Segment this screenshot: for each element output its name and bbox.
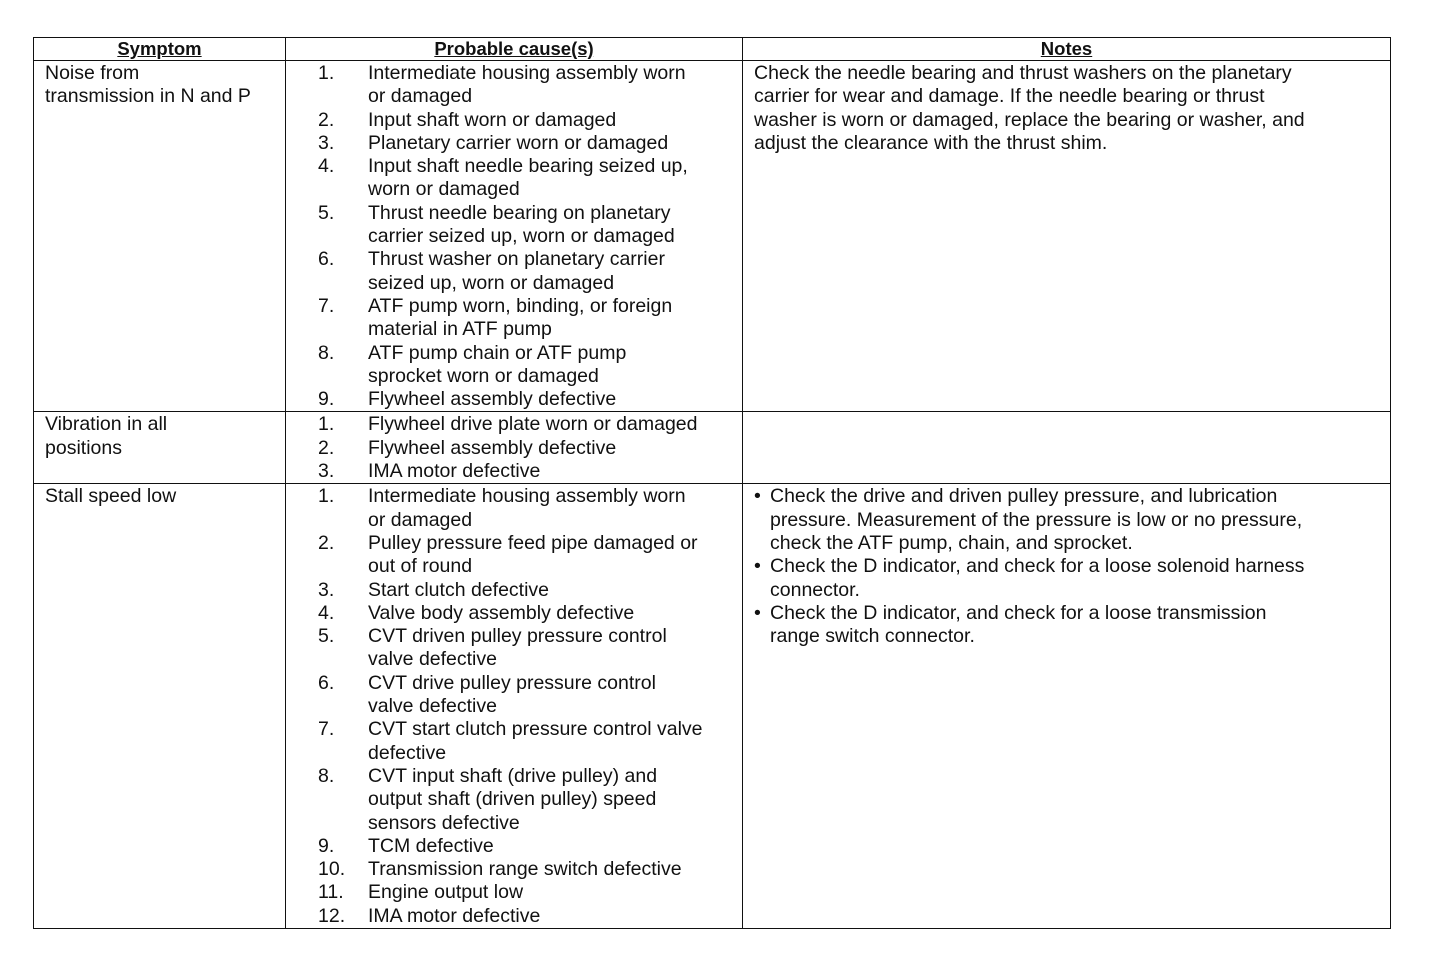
cause-text: Planetary carrier worn or damaged [368, 131, 669, 154]
bullet-icon: • [754, 555, 761, 578]
cause-item [286, 388, 742, 411]
cause-number-label: 3. [318, 578, 335, 601]
table-row [34, 412, 1391, 484]
cause-item [286, 765, 742, 835]
cause-number [286, 602, 358, 625]
notes-cell [743, 61, 1391, 412]
cause-number-label: 5. [318, 625, 335, 648]
cause-number [286, 579, 358, 602]
cause-text: IMA motor defective [368, 904, 541, 927]
cause-text: Transmission range switch defective [368, 858, 682, 881]
cause-number [286, 460, 358, 483]
symptom-cell: Stall speed low [34, 484, 286, 929]
cause-number-label: 7. [318, 718, 335, 741]
cause-number [286, 765, 358, 835]
cause-item [286, 858, 742, 881]
cause-item [286, 155, 742, 202]
bullet-icon: • [754, 485, 761, 508]
note-text: Check the D indicator, and check for a loose transmission range switch connector. [770, 601, 1267, 648]
cause-text: Flywheel assembly defective [368, 388, 617, 411]
cause-number [286, 835, 358, 858]
cause-number-label: 9. [318, 834, 335, 857]
cause-item [286, 202, 742, 249]
cause-number-label: 2. [318, 531, 335, 554]
cause-number [286, 342, 358, 389]
cause-number [286, 413, 358, 436]
troubleshooting-table [33, 37, 1391, 929]
cause-number [286, 248, 358, 295]
header-causes: Probable cause(s) [286, 38, 743, 61]
cause-item [286, 602, 742, 625]
cause-number-label: 6. [318, 248, 335, 271]
cause-item [286, 460, 742, 483]
cause-text: Engine output low [368, 881, 524, 904]
cause-text: TCM defective [368, 834, 494, 857]
cause-number [286, 62, 358, 109]
cause-number-label: 4. [318, 601, 335, 624]
symptom-cell: Noise from transmission in N and P [34, 61, 286, 412]
cause-text: Flywheel assembly defective [368, 436, 617, 459]
note-text: Check the D indicator, and check for a loose solenoid harness connector. [770, 555, 1305, 601]
cause-number-label: 3. [318, 460, 335, 483]
cause-text: Start clutch defective [368, 578, 550, 601]
cause-number [286, 625, 358, 672]
bullet-icon: • [754, 601, 761, 624]
cause-number-label: 1. [318, 485, 335, 508]
note-bullet-item [750, 485, 1390, 555]
note-text: Check the drive and driven pulley pressure, and lubrication pressure. Measurement of the pressure is low or no pressure, check the ATF pump, chain, and sprocket. [770, 485, 1303, 554]
cause-number [286, 672, 358, 719]
cause-text: ATF pump worn, binding, or foreign material in ATF pump [368, 294, 673, 341]
cause-number [286, 155, 358, 202]
cause-number [286, 109, 358, 132]
cause-item [286, 62, 742, 109]
cause-text: CVT driven pulley pressure control valve defective [368, 625, 667, 671]
cause-number-label: 2. [318, 436, 335, 459]
header-notes: Notes [743, 38, 1391, 61]
cause-number-label: 1. [318, 62, 335, 84]
note-bullet-item [750, 555, 1390, 602]
cause-text: CVT input shaft (drive pulley) and output shaft (driven pulley) speed sensors defective [368, 764, 658, 834]
cause-text: CVT start clutch pressure control valve defective [368, 718, 703, 764]
cause-item [286, 132, 742, 155]
cause-text: Valve body assembly defective [368, 601, 635, 624]
notes-cell [743, 412, 1391, 484]
header-row [34, 38, 1391, 61]
cause-number-label: 7. [318, 294, 335, 317]
cause-text: ATF pump chain or ATF pump sprocket worn or damaged [368, 341, 627, 387]
table-row [34, 484, 1391, 929]
cause-number [286, 718, 358, 765]
cause-text: Pulley pressure feed pipe damaged or out of round [368, 531, 698, 578]
cause-text: IMA motor defective [368, 460, 541, 483]
cause-number-label: 10. [318, 858, 346, 881]
cause-item [286, 485, 742, 532]
cause-number-label: 1. [318, 413, 335, 436]
cause-text: Intermediate housing assembly worn or damaged [368, 62, 686, 108]
causes-cell [286, 484, 743, 929]
cause-number [286, 532, 358, 579]
cause-number [286, 858, 358, 881]
cause-item [286, 248, 742, 295]
cause-item [286, 295, 742, 342]
cause-number-label: 5. [318, 201, 335, 224]
cause-item [286, 109, 742, 132]
notes-text: Check the needle bearing and thrust washers on the planetary carrier for wear and damage. If the needle bearing or thrust washer is worn or damaged, replace the bearing or washer, and adjust the clearance with the thrust shim. [754, 62, 1305, 154]
cause-item [286, 881, 742, 904]
cause-text: Intermediate housing assembly worn or damaged [368, 485, 686, 531]
cause-item [286, 718, 742, 765]
cause-item [286, 413, 742, 436]
cause-number [286, 295, 358, 342]
cause-text: Thrust needle bearing on planetary carrier seized up, worn or damaged [368, 201, 675, 248]
cause-number-label: 2. [318, 108, 335, 131]
cause-text: Thrust washer on planetary carrier seized up, worn or damaged [368, 248, 665, 294]
causes-cell [286, 61, 743, 412]
cause-item [286, 532, 742, 579]
cause-number-label: 6. [318, 671, 335, 694]
table-row [34, 61, 1391, 412]
cause-number-label: 12. [318, 904, 346, 927]
cause-item [286, 905, 742, 928]
causes-cell [286, 412, 743, 484]
cause-item [286, 835, 742, 858]
cause-number-label: 9. [318, 388, 335, 411]
cause-number [286, 437, 358, 460]
cause-number [286, 388, 358, 411]
cause-number [286, 202, 358, 249]
cause-number-label: 8. [318, 764, 335, 787]
cause-text: CVT drive pulley pressure control valve defective [368, 671, 656, 718]
cause-number-label: 11. [318, 881, 344, 904]
cause-text: Input shaft worn or damaged [368, 108, 617, 131]
cause-item [286, 625, 742, 672]
cause-number [286, 905, 358, 928]
cause-text: Input shaft needle bearing seized up, worn or damaged [368, 155, 688, 201]
cause-item [286, 579, 742, 602]
cause-item [286, 342, 742, 389]
cause-number-label: 4. [318, 155, 335, 178]
cause-number [286, 881, 358, 904]
header-symptom: Symptom [34, 38, 286, 61]
cause-item [286, 672, 742, 719]
cause-item [286, 437, 742, 460]
cause-number-label: 3. [318, 131, 335, 154]
cause-number [286, 485, 358, 532]
cause-number [286, 132, 358, 155]
cause-text: Flywheel drive plate worn or damaged [368, 413, 698, 436]
symptom-cell: Vibration in all positions [34, 412, 286, 484]
cause-number-label: 8. [318, 341, 335, 364]
notes-cell [743, 484, 1391, 929]
note-bullet-item [750, 602, 1390, 649]
